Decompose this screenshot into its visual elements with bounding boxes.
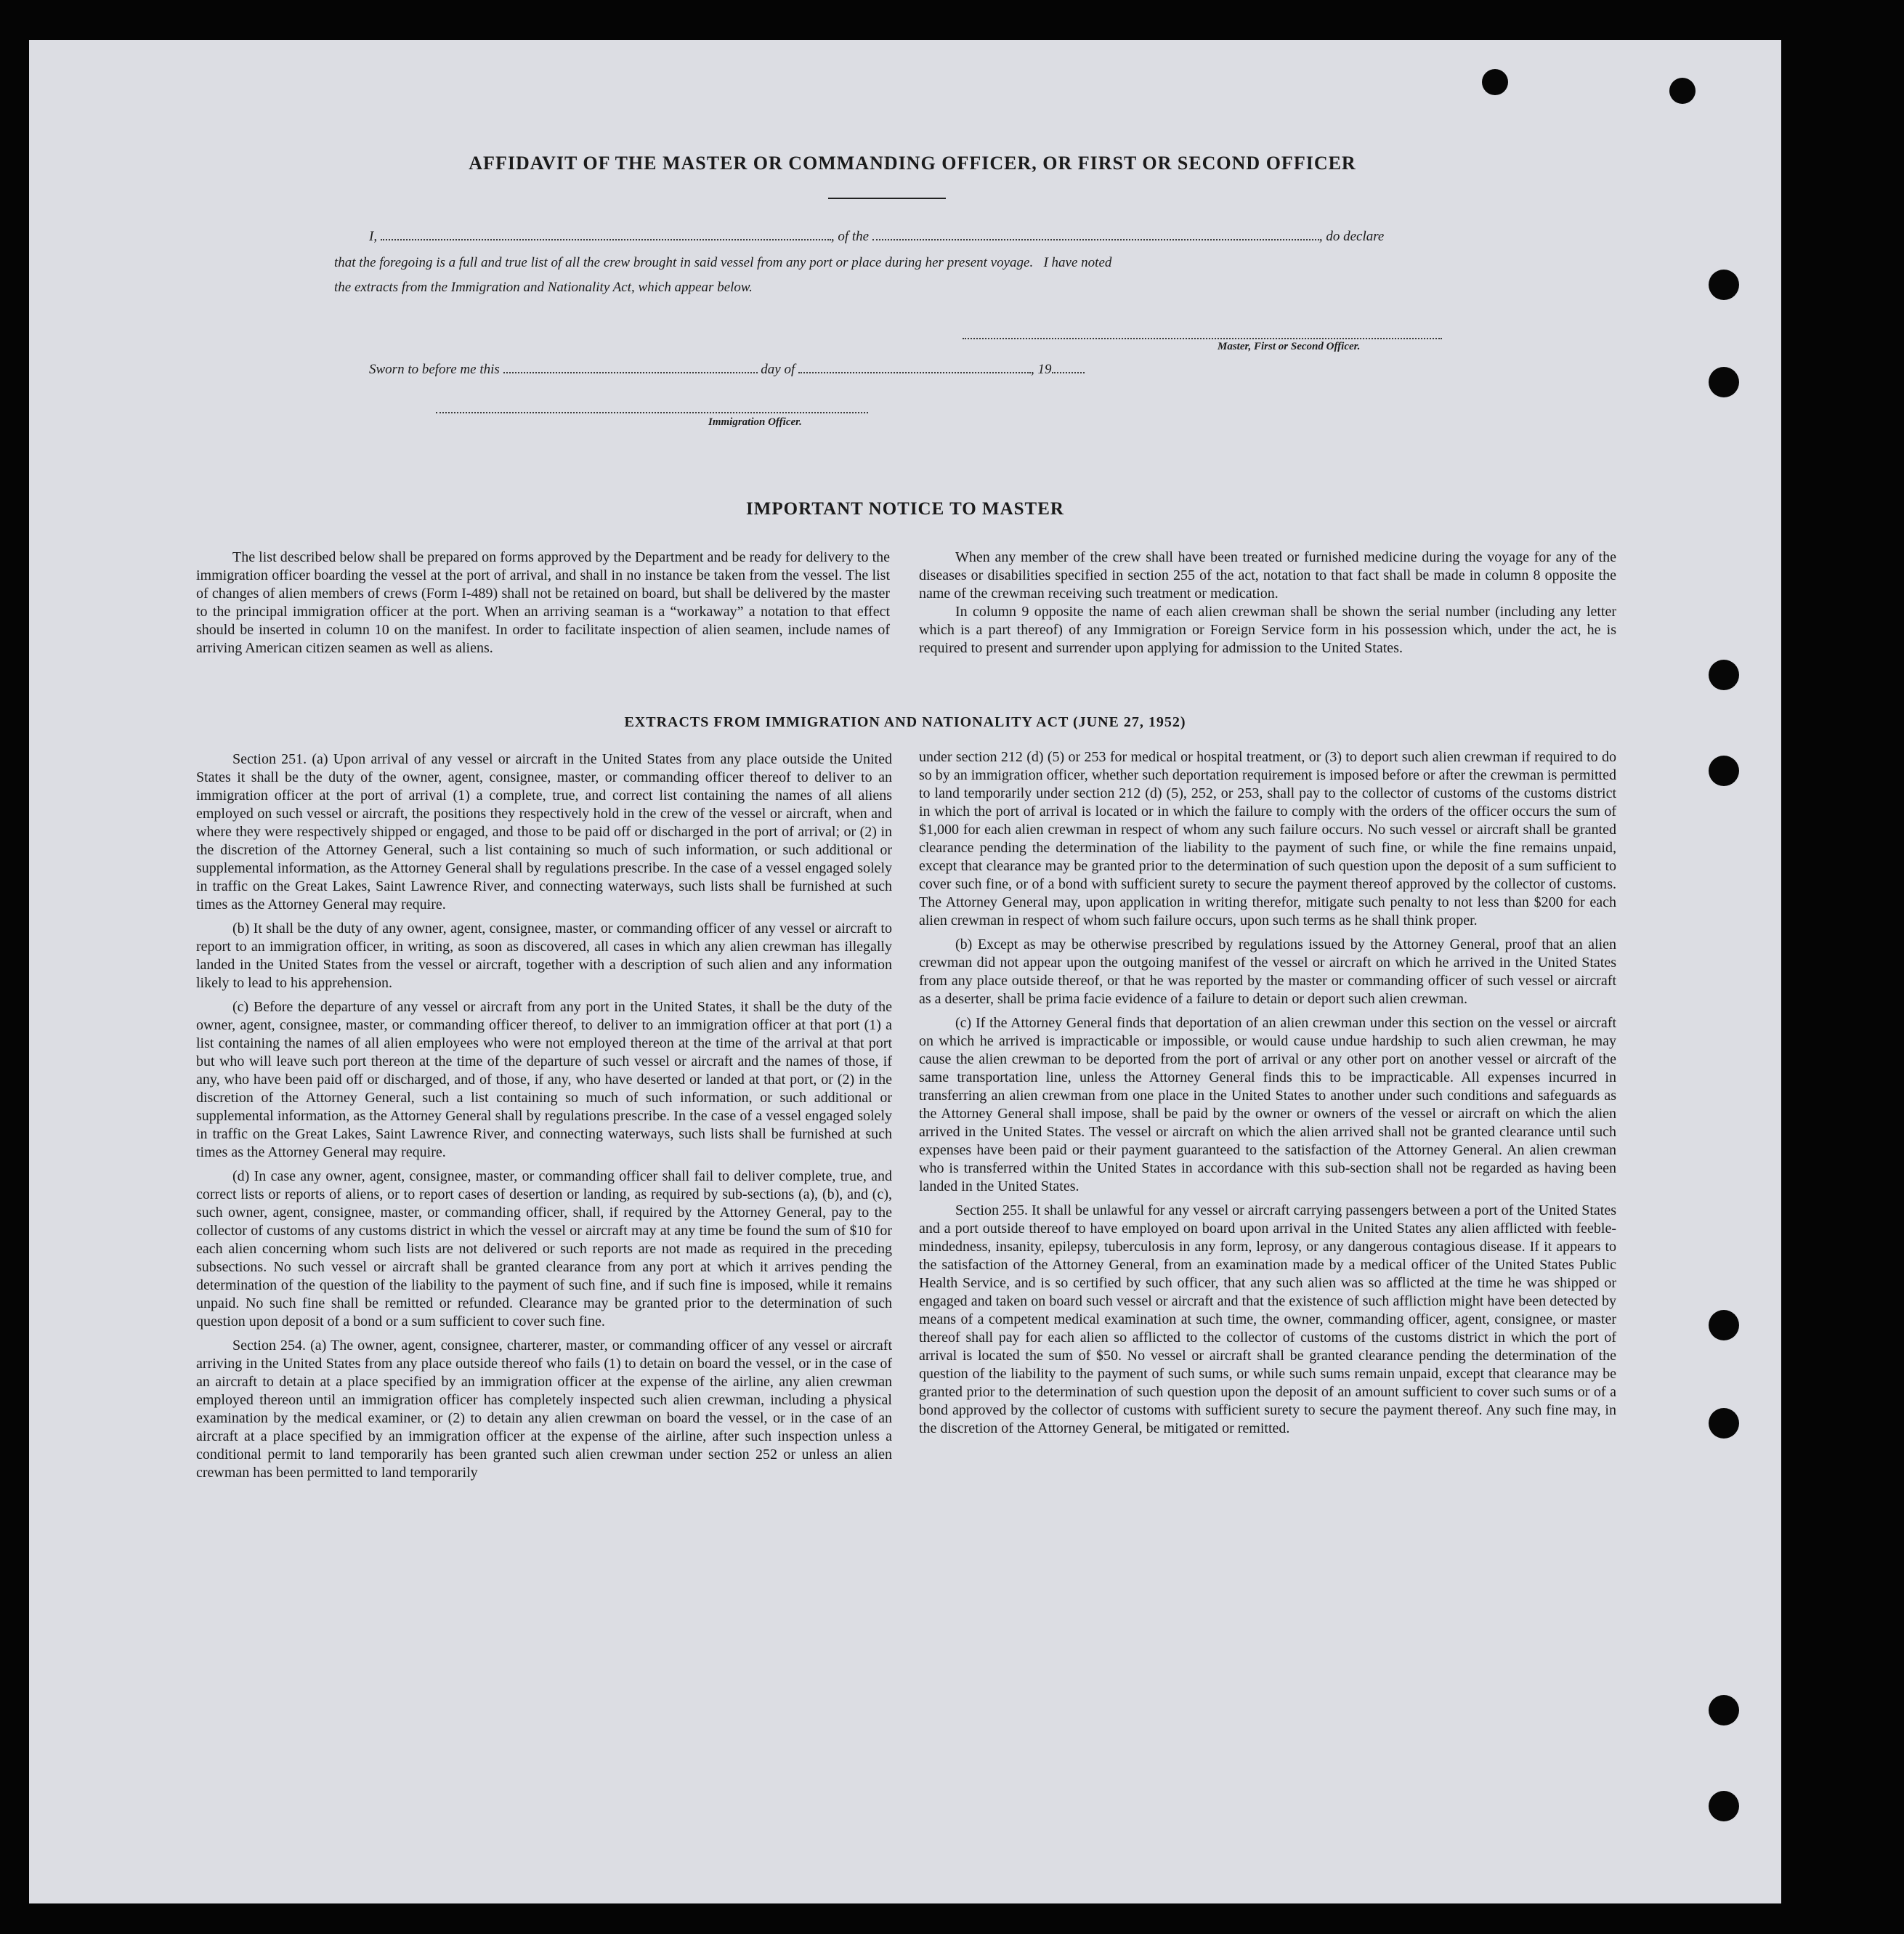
affidavit-title: AFFIDAVIT OF THE MASTER OR COMMANDING OFFICER, OR FIRST OR SECOND OFFICER [469, 153, 1356, 174]
notice-right-paragraph-1: When any member of the crew shall have been treated or furnished medicine during the voyage for any of the diseases or disabilities specified in section 255 of the act, notation to that fact shall be made in column 8 opposite the name of the crewman receiving such treatment or medication. [919, 549, 1616, 602]
declaration-do-declare: , do declare [1318, 229, 1385, 244]
notice-left-paragraph: The list described below shall be prepared on forms approved by the Department and be ready for delivery to the immigration officer boarding the vessel at the port of arrival, and shall in no instance be taken from the vessel. The list of changes of alien members of crews (Form I-489) shall not be retained on board, but shall be delivered by the master to the principal immigration officer at the port. When an arriving seaman is a “workaway” a notation to that effect should be inserted in column 10 on the manifest. In order to facilitate inspection of alien seamen, include names of arriving American citizen seamen as well as aliens. [196, 549, 890, 656]
extracts-right-column [919, 748, 1616, 1444]
declaration-line-2: that the foregoing is a full and true list of all the crew brought in said vessel from any port or place during her present voyage. I have noted [334, 255, 1112, 270]
punch-hole [1669, 78, 1696, 104]
declaration-line-1 [369, 229, 1484, 245]
extract-section-254c: (c) If the Attorney General finds that deportation of an alien crewman under this section on the vessel or aircraft on which he arrived is impracticable or impossible, or would cause undue hardship to such alien crewman, he may cause the alien crewman to be deported from the port of arrival or any other port on another vessel or aircraft of the same transportation line, unless the Attorney General finds this to be impracticable. All expenses incurred in transferring an alien crewman from one place in the United States to another under such conditions and safeguards as the Attorney General shall impose, shall be paid by the owner or owners of the vessel or aircraft on which the alien arrived in the United States. The vessel or aircraft on which the alien arrived shall not be granted clearance until such expenses have been paid or their payment guaranteed to the satisfaction of the Attorney General. An alien crewman who is transferred within the United States in accordance with this sub-section shall not be regarded as having been landed in the United States. [919, 1015, 1616, 1194]
sworn-month-field[interactable] [798, 372, 1031, 373]
name-field[interactable] [381, 239, 831, 240]
punch-hole [1709, 756, 1739, 786]
master-caption: Master, First or Second Officer. [1218, 341, 1361, 352]
document-page [29, 40, 1781, 1903]
extract-section-251c: (c) Before the departure of any vessel or aircraft from any port in the United States, it shall be the duty of the owner, agent, consignee, master, or commanding officer thereof, to deliver to an immigration officer at that port (1) a list containing the names of all alien employees who were not employed thereon at the time of the arrival at that port but who will leave such port thereon at the time of the departure of such vessel or aircraft and the names of those, if any, who have been paid off or discharged, and of those, if any, who have deserted or landed at that port, or (2) in the discretion of the Attorney General, such a list containing so much of such information, or such additional or supplemental information, as the Attorney General shall by regulations prescribe. In the case of a vessel engaged solely in traffic on the Great Lakes, Saint Lawrence River, and connecting waterways, such lists shall be furnished at such times as the Attorney General may require. [196, 999, 892, 1160]
notice-right-paragraph-2: In column 9 opposite the name of each alien crewman shall be shown the serial number (including any letter which is a part thereof) of any Immigration or Foreign Service form in his possession which, under the act, he is required to present and surrender upon applying for admission to the United States. [919, 604, 1616, 656]
punch-hole [1709, 1791, 1739, 1821]
extract-section-254b: (b) Except as may be otherwise prescribed by regulations issued by the Attorney General, proof that an alien crewman did not appear upon the outgoing manifest of the vessel or aircraft on which he arrived in the United States from any place outside thereof, or that he was reported by the master or commanding officer of such vessel or aircraft as a deserter, shall be prima facie evidence of a failure to detain or deport such alien crewman. [919, 936, 1616, 1007]
immigration-signature-line[interactable] [436, 412, 868, 413]
extracts-left-column [196, 750, 892, 1488]
notice-title: IMPORTANT NOTICE TO MASTER [746, 499, 1064, 519]
notice-right-column [919, 549, 1616, 663]
extract-section-251b: (b) It shall be the duty of any owner, agent, consignee, master, or commanding officer of any vessel or aircraft to report to an immigration officer, in writing, as soon as discovered, all cases in which any alien crewman has illegally landed in the United States from the vessel or aircraft, together with a description of such alien and any information likely to lead to his apprehension. [196, 921, 892, 991]
vessel-field[interactable] [872, 239, 1319, 240]
sworn-day-field[interactable] [503, 372, 758, 373]
master-signature-line[interactable] [963, 338, 1442, 339]
sworn-year: , 19 [1031, 362, 1052, 377]
extracts-title: EXTRACTS FROM IMMIGRATION AND NATIONALITY ACT (JUNE 27, 1952) [624, 714, 1186, 730]
sworn-text: Sworn to before me this [369, 362, 500, 377]
punch-hole [1482, 69, 1508, 95]
declaration-i: I, [369, 229, 378, 244]
extract-section-251a: Section 251. (a) Upon arrival of any vessel or aircraft in the United States from any place outside the United States it shall be the duty of the owner, agent, consignee, master, or commanding officer thereof to deliver to an immigration officer at the port of arrival (1) a complete, true, and correct list containing the names of all aliens employed on such vessel or aircraft, the positions they respectively hold in the crew of the vessel or aircraft, when and where they were respectively shipped or engaged, and those to be paid off or discharged in the port of arrival; or (2) in the discretion of the Attorney General, such a list containing so much of such information, or such additional or supplemental information, as the Attorney General shall by regulations prescribe. In the case of a vessel engaged solely in traffic on the Great Lakes, Saint Lawrence River, and connecting waterways, such lists shall be furnished at such times as the Attorney General may require. [196, 751, 892, 913]
punch-hole [1709, 1408, 1739, 1439]
extract-section-251d: (d) In case any owner, agent, consignee, master, or commanding officer shall fail to deliver complete, true, and correct lists or reports of aliens, or to report cases of desertion or landing, as required by sub-sections (a), (b), and (c), such owner, agent, consignee, master, or commanding officer, shall, if required by the Attorney General, pay to the collector of customs of any customs district in which the vessel or aircraft may at any time be found the sum of $10 for each alien concerning whom such lists are not delivered or such reports are not made as required in the preceding subsections. No such vessel or aircraft shall be granted clearance from any port at which it arrives pending the determination of the question of the liability to the payment of such fine, and if such fine is imposed, while it remains unpaid. No such fine shall be remitted or refunded. Clearance may be granted prior to the determination of such question upon deposit of a bond or a sum sufficient to cover such fine. [196, 1168, 892, 1330]
punch-hole [1709, 367, 1739, 397]
sworn-year-field[interactable] [1052, 372, 1085, 373]
title-underline [828, 198, 946, 199]
sworn-day-of: day of [761, 362, 795, 377]
punch-hole [1709, 270, 1739, 300]
immigration-caption: Immigration Officer. [708, 416, 802, 428]
declaration-of-the: , of the [830, 229, 870, 244]
punch-hole [1709, 1695, 1739, 1725]
punch-hole [1709, 1310, 1739, 1340]
punch-hole [1709, 660, 1739, 690]
declaration-line-3: the extracts from the Immigration and Nationality Act, which appear below. [334, 280, 753, 295]
extract-section-254a: Section 254. (a) The owner, agent, consignee, charterer, master, or commanding officer of any vessel or aircraft arriving in the United States from any place outside thereof who fails (1) to detain on board the vessel, or in the case of an aircraft to detain at a place specified by an immigration officer at the expense of the airline, any alien crewman employed thereon until an immigration officer has completely inspected such alien crewman, including a physical examination by the medical examiner, or (2) to detain any alien crewman on board the vessel, or in the case of an aircraft at a place specified by an immigration officer at the expense of the airline, after such inspection unless a conditional permit to land temporarily has been granted such alien crewman under section 252 or unless an alien crewman has been permitted to land temporarily [196, 1338, 892, 1481]
extract-section-255: Section 255. It shall be unlawful for any vessel or aircraft carrying passengers between a port of the United States and a port outside thereof to have employed on board upon arrival in the United States any alien afflicted with feeble-mindedness, insanity, epilepsy, tuberculosis in any form, leprosy, or any dangerous contagious disease. If it appears to the satisfaction of the Attorney General, from an examination made by a medical officer of the United States Public Health Service, and is so certified by such officer, that any such alien was so afflicted at the time he was shipped or engaged and taken on board such vessel or aircraft and that the existence of such affliction might have been detected by means of a competent medical examination at such time, the owner, commanding officer, agent, consignee, or master thereof shall pay for each alien so afflicted to the collector of customs of the customs district in which the port of arrival is located the sum of $50. No vessel or aircraft shall be granted clearance pending the determination of the question of the liability to the payment of such sums, or while such sums remain unpaid, except that clearance may be granted prior to the determination of such question upon the deposit of an amount sufficient to cover such sums or of a bond approved by the collector of customs with sufficient surety to secure the payment thereof. Any such fine may, in the discretion of the Attorney General, be mitigated or remitted. [919, 1202, 1616, 1436]
sworn-line [369, 362, 1241, 378]
notice-left-column [196, 549, 890, 663]
extract-section-254a-cont: under section 212 (d) (5) or 253 for medical or hospital treatment, or (3) to deport such alien crewman if required to do so by an immigration officer, whether such deportation requirement is imposed before or after the crewman is permitted to land temporarily under section 212 (d) (5), 252, or 253, shall pay to the collector of customs of the customs district in which the port of arrival is located or in which the failure to comply with the orders of the officer occurs the sum of $1,000 for each alien crewman in respect of whom any such failure occurs. No such vessel or aircraft shall be granted clearance pending the determination of the liability to the payment of such fine, or while the fine remains unpaid, except that clearance may be granted prior to the determination of such question upon the deposit of a sum sufficient to cover such fine, or of a bond with sufficient surety to secure the payment thereof approved by the collector of customs. The Attorney General may, upon application in writing therefor, mitigate such penalty to not less than $200 for each alien crewman in respect of whom such failure occurs, upon such terms as he shall think proper. [919, 749, 1616, 928]
